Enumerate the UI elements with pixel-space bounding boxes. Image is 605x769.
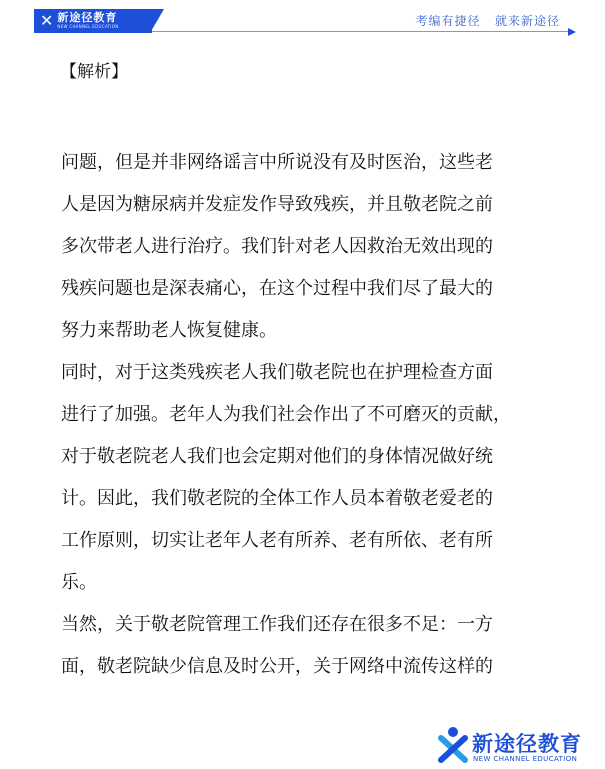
header-divider-arrow bbox=[568, 28, 576, 36]
text-line: 计。因此，我们敬老院的全体工作人员本着敬老爱老的 bbox=[61, 488, 493, 509]
header-logo bbox=[34, 9, 152, 33]
figure-x-logo-icon: ✕ bbox=[40, 11, 54, 30]
section-heading: 【解析】 bbox=[60, 62, 128, 82]
footer-brand-name: 新途径教育 bbox=[472, 732, 582, 756]
text-line: 进行了加强。老年人为我们社会作出了不可磨灭的贡献， bbox=[61, 404, 511, 425]
header-divider bbox=[152, 31, 572, 32]
body-text bbox=[61, 142, 561, 688]
text-line: 工作原则，切实让老年人老有所养、老有所依、老有所 bbox=[61, 530, 493, 551]
footer-logo bbox=[438, 724, 588, 768]
text-line: 对于敬老院老人我们也会定期对他们的身体情况做好统 bbox=[61, 446, 493, 467]
text-line: 多次带老人进行治疗。我们针对老人因救治无效出现的 bbox=[61, 236, 493, 257]
figure-x-logo-icon bbox=[438, 726, 468, 764]
page-header bbox=[0, 0, 605, 40]
footer-brand-en: NEW CHANNEL EDUCATION bbox=[473, 755, 578, 763]
text-line: 残疾问题也是深表痛心，在这个过程中我们尽了最大的 bbox=[61, 278, 493, 299]
header-brand-en: NEW CHANNEL EDUCATION bbox=[57, 24, 119, 29]
text-line: 乐。 bbox=[61, 572, 97, 593]
text-line: 努力来帮助老人恢复健康。 bbox=[61, 320, 277, 341]
text-line: 当然，关于敬老院管理工作我们还存在很多不足：一方 bbox=[61, 614, 493, 635]
header-slogan: 考编有捷径 就来新途径 bbox=[415, 14, 560, 28]
header-brand-name: 新途径教育 bbox=[57, 11, 118, 24]
text-line: 同时，对于这类残疾老人我们敬老院也在护理检查方面 bbox=[61, 362, 493, 383]
header-logo-slant bbox=[150, 9, 164, 33]
text-line: 问题，但是并非网络谣言中所说没有及时医治，这些老 bbox=[61, 152, 493, 173]
text-line: 面，敬老院缺少信息及时公开，关于网络中流传这样的 bbox=[61, 656, 493, 677]
text-line: 人是因为糖尿病并发症发作导致残疾，并且敬老院之前 bbox=[61, 194, 493, 215]
